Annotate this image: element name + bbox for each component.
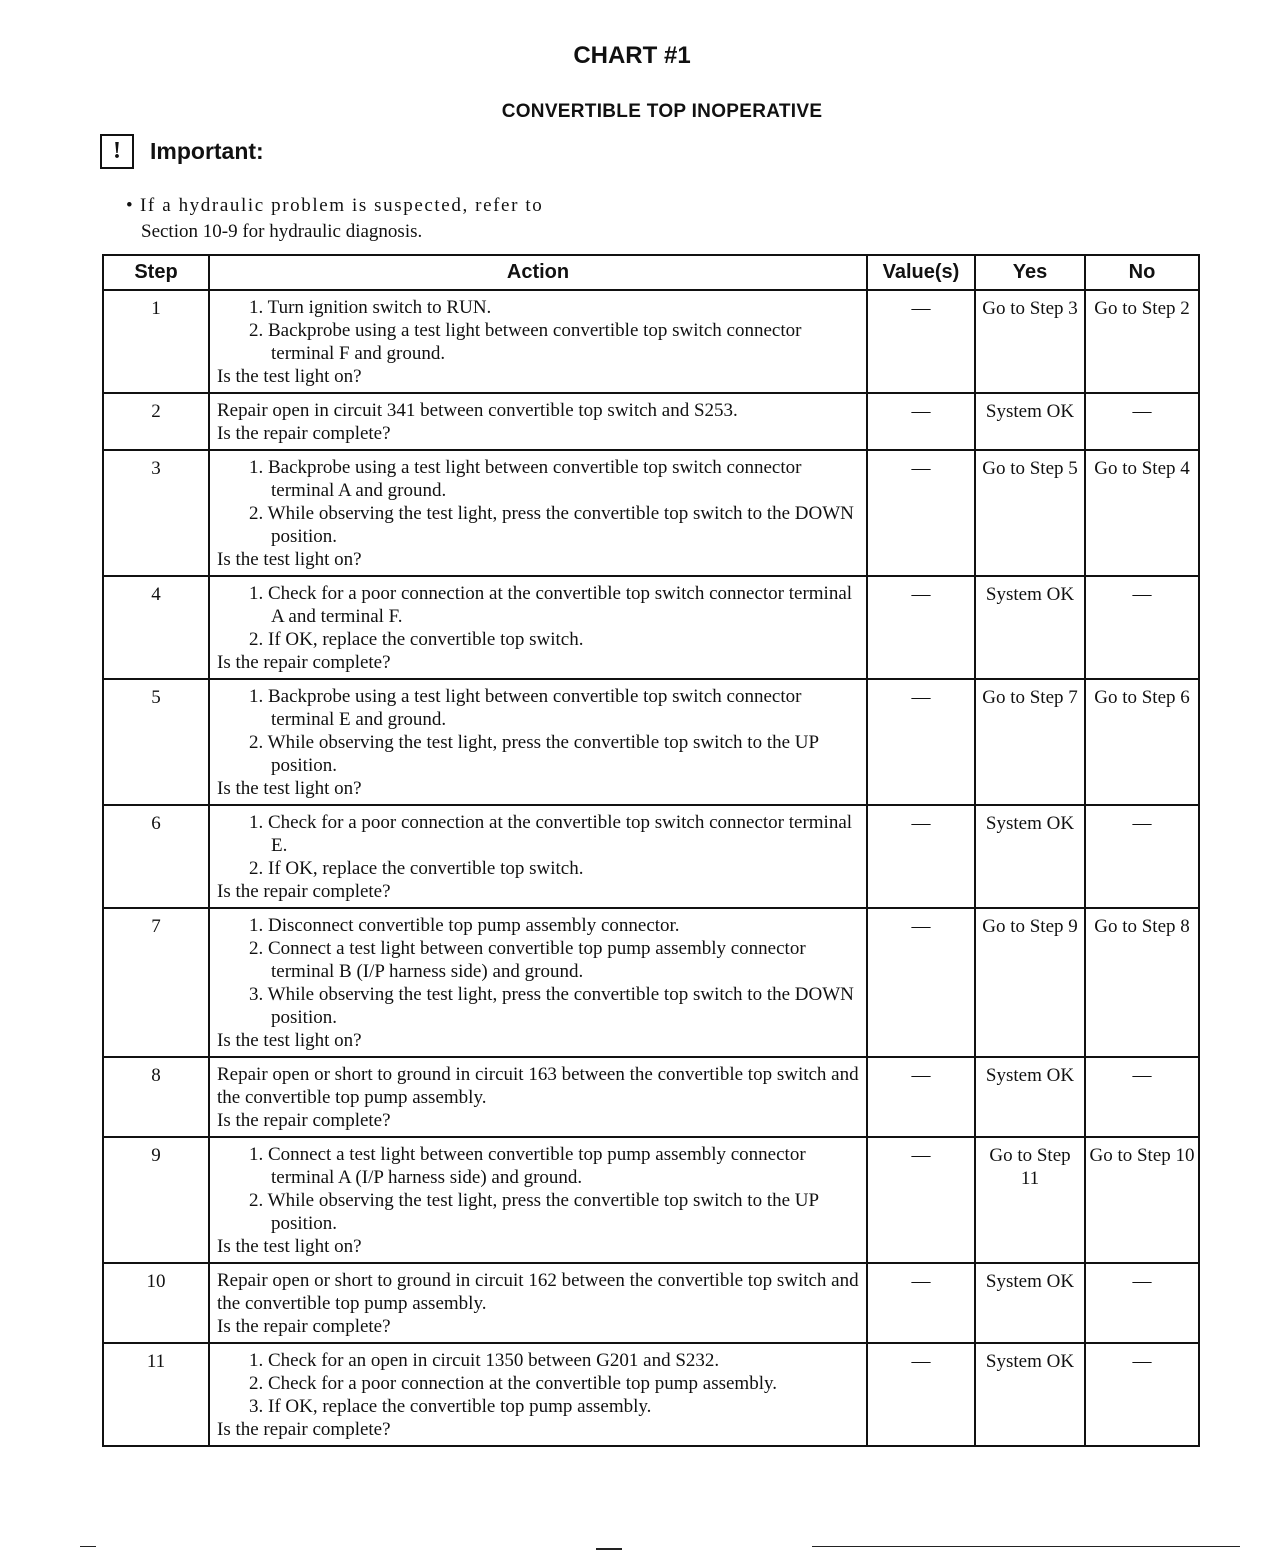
action-step: 2. While observing the test light, press the convertible top switch to the UP position. — [249, 732, 819, 776]
action-step: 2. While observing the test light, press the convertible top switch to the UP position. — [249, 1190, 819, 1234]
table-row — [103, 576, 1199, 679]
action-question: Is the repair complete? — [217, 1316, 391, 1337]
action-cell — [209, 805, 867, 908]
step-number-cell: 4 — [103, 576, 209, 679]
action-question: Is the test light on? — [217, 1030, 362, 1051]
header-step: Step — [103, 255, 209, 290]
action-cell — [209, 1343, 867, 1446]
action-cell — [209, 450, 867, 576]
step-number-cell: 8 — [103, 1057, 209, 1137]
value-cell: — — [867, 1343, 975, 1446]
yes-outcome-cell: System OK — [975, 1057, 1085, 1137]
table-row — [103, 290, 1199, 393]
action-step: 1. Check for a poor connection at the convertible top switch connector terminal A and terminal F. — [249, 583, 853, 627]
action-step: 1. Backprobe using a test light between convertible top switch connector terminal A and ground. — [249, 457, 802, 501]
step-number-cell: 11 — [103, 1343, 209, 1446]
action-step: 1. Turn ignition switch to RUN. — [249, 297, 492, 318]
action-cell — [209, 393, 867, 450]
no-outcome-cell: — — [1085, 1343, 1199, 1446]
no-outcome-cell: Go to Step 4 — [1085, 450, 1199, 576]
action-cell — [209, 1057, 867, 1137]
no-outcome-cell: — — [1085, 393, 1199, 450]
action-step: 3. While observing the test light, press the convertible top switch to the DOWN position. — [249, 984, 854, 1028]
action-cell — [209, 290, 867, 393]
action-step: 2. While observing the test light, press the convertible top switch to the DOWN position. — [249, 503, 854, 547]
action-question: Is the repair complete? — [217, 423, 391, 444]
table-row — [103, 805, 1199, 908]
action-cell — [209, 576, 867, 679]
note-line-1: If a hydraulic problem is suspected, refer to — [140, 195, 544, 216]
value-cell: — — [867, 450, 975, 576]
action-text: Repair open or short to ground in circuit 163 between the convertible top switch and the convertible top pump assembly. — [217, 1064, 859, 1108]
value-cell: — — [867, 393, 975, 450]
no-outcome-cell: — — [1085, 576, 1199, 679]
table-row — [103, 908, 1199, 1057]
table-row — [103, 679, 1199, 805]
yes-outcome-cell: Go to Step 9 — [975, 908, 1085, 1057]
action-step: 2. Check for a poor connection at the convertible top pump assembly. — [249, 1373, 777, 1394]
no-outcome-cell: — — [1085, 1057, 1199, 1137]
action-cell — [209, 1137, 867, 1263]
action-question: Is the repair complete? — [217, 652, 391, 673]
table-row — [103, 1263, 1199, 1343]
table-body — [103, 290, 1199, 1446]
yes-outcome-cell: System OK — [975, 1343, 1085, 1446]
value-cell: — — [867, 1137, 975, 1263]
action-question: Is the test light on? — [217, 549, 362, 570]
value-cell: — — [867, 908, 975, 1057]
action-step: 1. Backprobe using a test light between convertible top switch connector terminal E and ground. — [249, 686, 802, 730]
action-cell — [209, 908, 867, 1057]
step-number-cell: 6 — [103, 805, 209, 908]
value-cell: — — [867, 805, 975, 908]
action-text: Repair open in circuit 341 between convertible top switch and S253. — [217, 400, 738, 421]
value-cell: — — [867, 1263, 975, 1343]
table-row — [103, 1343, 1199, 1446]
table-row — [103, 393, 1199, 450]
yes-outcome-cell: System OK — [975, 1263, 1085, 1343]
action-cell — [209, 679, 867, 805]
footer-rule-left — [80, 1546, 96, 1547]
important-callout — [100, 131, 264, 171]
action-question: Is the repair complete? — [217, 1419, 391, 1440]
yes-outcome-cell: Go to Step 11 — [975, 1137, 1085, 1263]
step-number-cell: 5 — [103, 679, 209, 805]
step-number-cell: 1 — [103, 290, 209, 393]
no-outcome-cell: Go to Step 8 — [1085, 908, 1199, 1057]
no-outcome-cell: Go to Step 10 — [1085, 1137, 1199, 1263]
footer-rule-center — [596, 1548, 622, 1550]
important-label: Important: — [150, 137, 264, 164]
no-outcome-cell: Go to Step 2 — [1085, 290, 1199, 393]
chart-subtitle: CONVERTIBLE TOP INOPERATIVE — [501, 101, 823, 122]
action-question: Is the test light on? — [217, 1236, 362, 1257]
diagnostic-table — [102, 254, 1200, 1447]
action-step: 2. Connect a test light between convertible top pump assembly connector terminal B (I/P harness side) and ground. — [249, 938, 806, 982]
action-question: Is the test light on? — [217, 778, 362, 799]
step-number-cell: 2 — [103, 393, 209, 450]
yes-outcome-cell: Go to Step 3 — [975, 290, 1085, 393]
action-step: 1. Check for an open in circuit 1350 between G201 and S232. — [249, 1350, 720, 1371]
action-cell — [209, 1263, 867, 1343]
chart-title: CHART #1 — [573, 42, 691, 69]
value-cell: — — [867, 290, 975, 393]
action-step: 1. Disconnect convertible top pump assembly connector. — [249, 915, 680, 936]
footer-rule-right — [812, 1546, 1240, 1547]
header-values: Value(s) — [867, 255, 975, 290]
no-outcome-cell: — — [1085, 805, 1199, 908]
yes-outcome-cell: Go to Step 7 — [975, 679, 1085, 805]
yes-outcome-cell: System OK — [975, 393, 1085, 450]
header-action: Action — [209, 255, 867, 290]
step-number-cell: 10 — [103, 1263, 209, 1343]
value-cell: — — [867, 1057, 975, 1137]
action-step: 2. If OK, replace the convertible top switch. — [249, 629, 584, 650]
header-no: No — [1085, 255, 1199, 290]
table-row — [103, 450, 1199, 576]
header-yes: Yes — [975, 255, 1085, 290]
action-question: Is the test light on? — [217, 366, 362, 387]
note-line-2: Section 10-9 for hydraulic diagnosis. — [141, 221, 423, 242]
step-number-cell: 7 — [103, 908, 209, 1057]
action-text: Repair open or short to ground in circuit 162 between the convertible top switch and the convertible top pump assembly. — [217, 1270, 859, 1314]
step-number-cell: 3 — [103, 450, 209, 576]
step-number-cell: 9 — [103, 1137, 209, 1263]
action-step: 1. Connect a test light between convertible top pump assembly connector terminal A (I/P harness side) and ground. — [249, 1144, 806, 1188]
exclamation-icon: ! — [100, 134, 134, 169]
yes-outcome-cell: System OK — [975, 576, 1085, 679]
action-step: 2. If OK, replace the convertible top switch. — [249, 858, 584, 879]
action-question: Is the repair complete? — [217, 1110, 391, 1131]
action-question: Is the repair complete? — [217, 881, 391, 902]
note-bullet: • — [126, 195, 133, 216]
no-outcome-cell: — — [1085, 1263, 1199, 1343]
value-cell: — — [867, 576, 975, 679]
yes-outcome-cell: System OK — [975, 805, 1085, 908]
table-row — [103, 1137, 1199, 1263]
value-cell: — — [867, 679, 975, 805]
table-header-row — [103, 255, 1199, 290]
action-step: 3. If OK, replace the convertible top pump assembly. — [249, 1396, 652, 1417]
hydraulic-note — [126, 193, 646, 245]
action-step: 1. Check for a poor connection at the convertible top switch connector terminal E. — [249, 812, 853, 856]
table-row — [103, 1057, 1199, 1137]
action-step: 2. Backprobe using a test light between convertible top switch connector terminal F and ground. — [249, 320, 802, 364]
yes-outcome-cell: Go to Step 5 — [975, 450, 1085, 576]
no-outcome-cell: Go to Step 6 — [1085, 679, 1199, 805]
